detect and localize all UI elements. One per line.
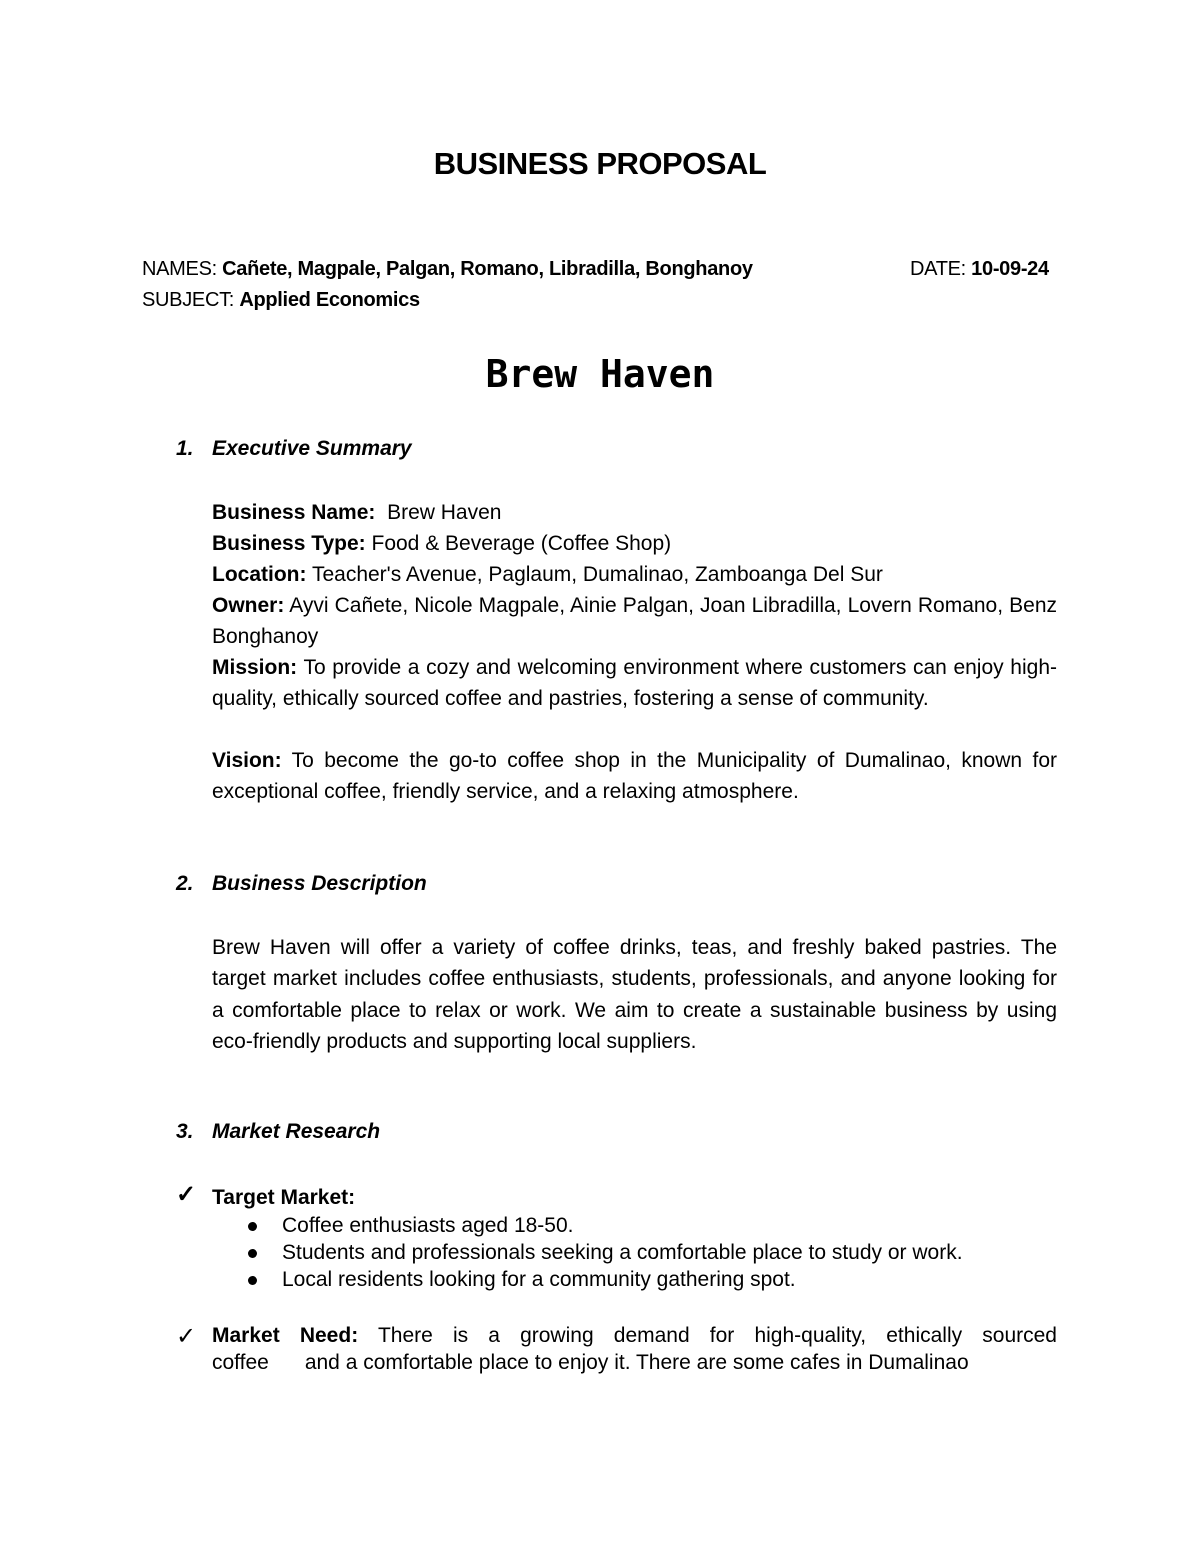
business-name-row xyxy=(212,497,501,528)
mission-label: Mission: xyxy=(212,656,298,679)
mission-paragraph xyxy=(212,652,1057,714)
vision-value: To become the go-to coffee shop in the Municipality of Dumalinao, known for exceptional coffee, friendly service, and a relaxing atmosphere. xyxy=(212,749,1057,803)
business-type-value: Food & Beverage (Coffee Shop) xyxy=(371,532,672,555)
names-label: NAMES: xyxy=(142,258,223,280)
subject-label: SUBJECT: xyxy=(142,289,240,311)
location-label: Location: xyxy=(212,563,307,586)
section-title-market-research: Market Research xyxy=(212,1120,381,1143)
list-item: Students and professionals seeking a comfortable place to study or work. xyxy=(244,1239,963,1266)
checkmark-icon: ✓ xyxy=(176,1323,197,1350)
market-need-text-1: There is a growing demand for high-quality, ethically sourced xyxy=(377,1324,1057,1347)
section-number: 2. xyxy=(176,872,194,895)
names-value: Cañete, Magpale, Palgan, Romano, Libradilla, Bonghanoy xyxy=(222,258,753,280)
list-item: Coffee enthusiasts aged 18-50. xyxy=(244,1212,963,1239)
target-market-label: Target Market: xyxy=(212,1186,356,1209)
brand-title: Brew Haven xyxy=(485,352,715,396)
market-need-line-2 xyxy=(212,1349,969,1376)
market-need-label: Market Need: xyxy=(212,1324,359,1347)
date-line xyxy=(910,258,1049,281)
section-title-business-description: Business Description xyxy=(212,872,427,895)
date-label: DATE: xyxy=(910,258,972,280)
owner-label: Owner: xyxy=(212,594,285,617)
business-type-row xyxy=(212,528,671,559)
mission-value: To provide a cozy and welcoming environment where customers can enjoy high-quality, ethically sourced coffee and pastries, fostering a sense of community. xyxy=(212,656,1057,710)
market-need-line-1 xyxy=(212,1322,1057,1349)
business-type-label: Business Type: xyxy=(212,532,366,555)
owner-value: Ayvi Cañete, Nicole Magpale, Ainie Palgan, Joan Libradilla, Lovern Romano, Benz Bonghanoy xyxy=(212,594,1057,648)
date-value: 10-09-24 xyxy=(971,258,1049,280)
owner-paragraph xyxy=(212,590,1057,652)
section-number: 3. xyxy=(176,1120,194,1143)
subject-line xyxy=(142,289,420,312)
market-need-text-2a: coffee xyxy=(212,1351,269,1374)
location-row xyxy=(212,559,883,590)
subject-value: Applied Economics xyxy=(239,289,420,311)
names-line xyxy=(142,258,753,281)
bullet-icon xyxy=(248,1276,257,1285)
business-name-value: Brew Haven xyxy=(387,501,502,524)
bullet-icon xyxy=(248,1249,257,1258)
list-item: Local residents looking for a community gathering spot. xyxy=(244,1266,963,1293)
business-name-label: Business Name: xyxy=(212,501,376,524)
market-need-text-2b: and a comfortable place to enjoy it. There are some cafes in Dumalinao xyxy=(304,1351,969,1374)
section-title-executive-summary: Executive Summary xyxy=(212,437,412,460)
target-market-list xyxy=(244,1212,963,1293)
vision-paragraph xyxy=(212,745,1057,807)
bullet-icon xyxy=(248,1222,257,1231)
location-value: Teacher's Avenue, Paglaum, Dumalinao, Zamboanga Del Sur xyxy=(311,563,883,586)
business-description-paragraph: Brew Haven will offer a variety of coffee drinks, teas, and freshly baked pastries. The target market includes coffee enthusiasts, students, professionals, and anyone looking for a comfortable place to relax or work. We aim to create a sustainable business by using eco-friendly products and supporting local suppliers. xyxy=(212,936,1057,1053)
checkmark-icon: ✓ xyxy=(176,1181,197,1208)
document-title: BUSINESS PROPOSAL xyxy=(433,146,767,181)
section-number: 1. xyxy=(176,437,194,460)
vision-label: Vision: xyxy=(212,749,282,772)
